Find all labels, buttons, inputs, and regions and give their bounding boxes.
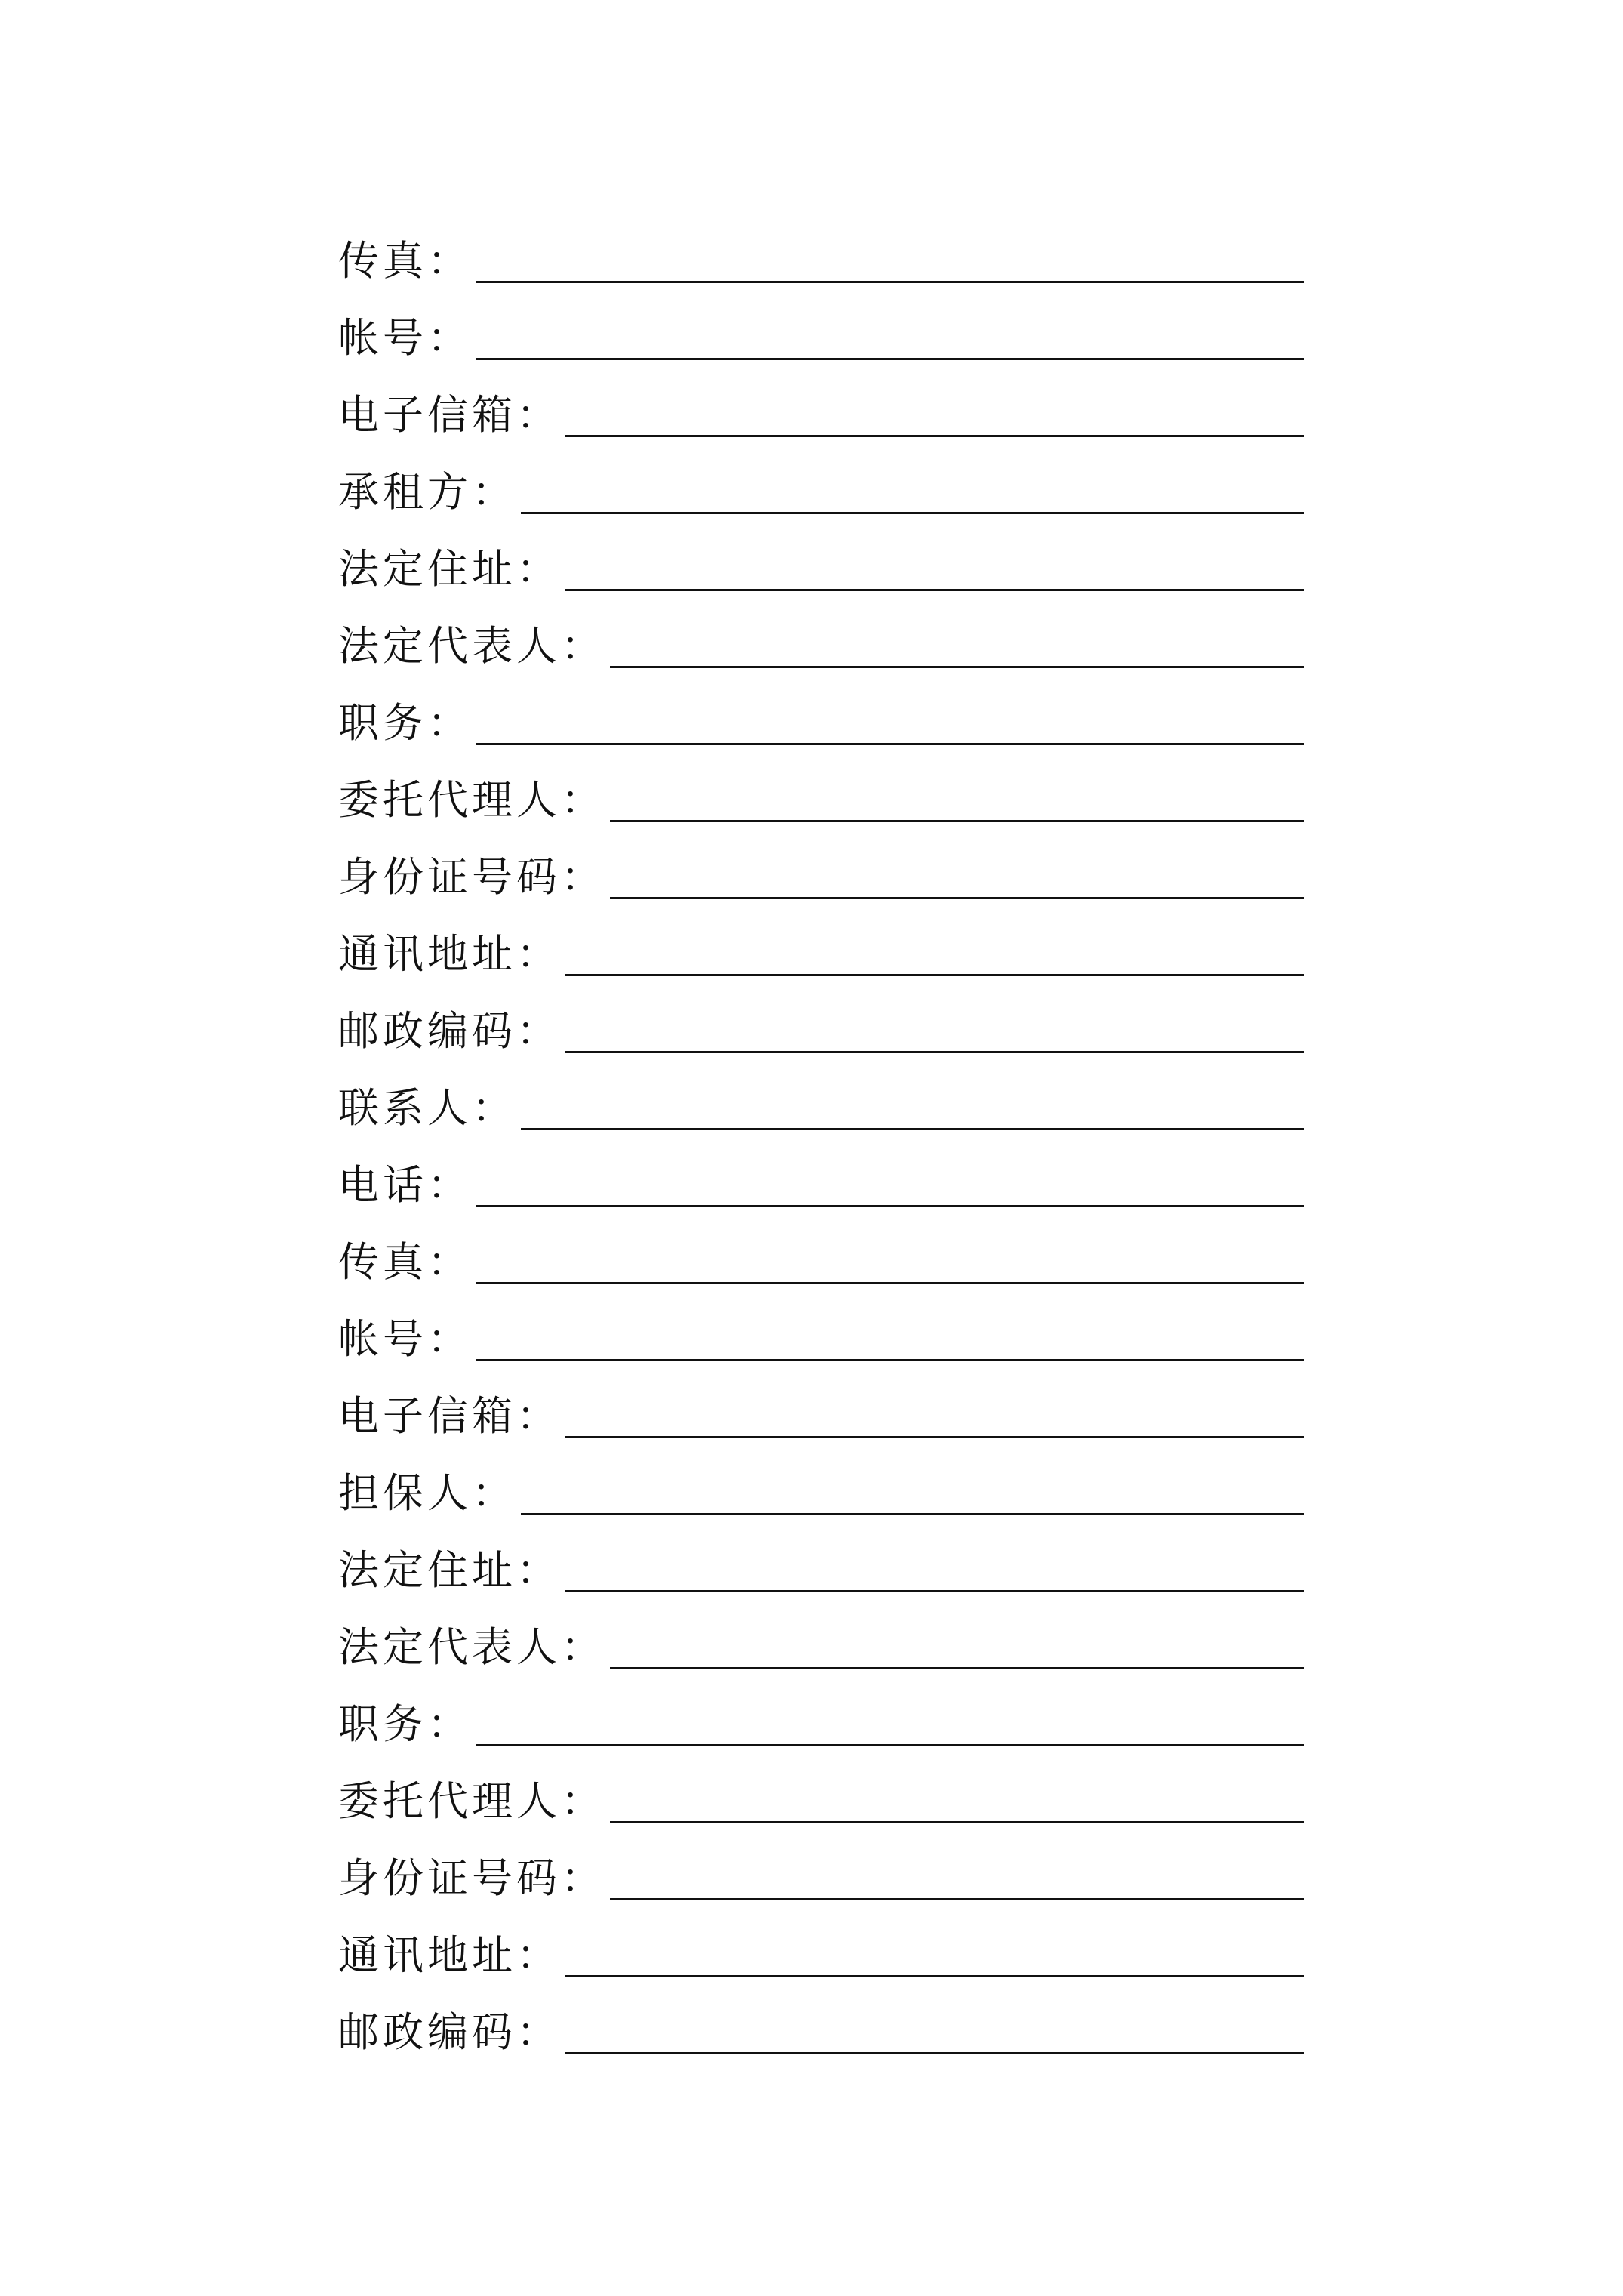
field-label: 委托代理人： [338, 776, 605, 824]
blank-line[interactable] [610, 1898, 1304, 1900]
blank-line[interactable] [565, 2052, 1304, 2054]
field-label: 帐号： [338, 1315, 472, 1363]
form-row [338, 901, 1304, 978]
field-label: 通讯地址： [338, 930, 561, 978]
field-label: 法定代表人： [338, 1623, 605, 1671]
blank-line[interactable] [610, 897, 1304, 899]
field-label: 电子信箱： [338, 391, 561, 439]
form-row [338, 670, 1304, 747]
form-row [338, 1209, 1304, 1286]
field-label: 电子信箱： [338, 1392, 561, 1440]
field-label: 法定住址： [338, 545, 561, 593]
form-row [338, 1517, 1304, 1594]
form-row [338, 1594, 1304, 1671]
field-label: 承租方： [338, 468, 516, 516]
blank-line[interactable] [476, 281, 1304, 283]
blank-line[interactable] [565, 435, 1304, 437]
blank-line[interactable] [476, 1282, 1304, 1284]
form-row [338, 1055, 1304, 1132]
blank-line[interactable] [610, 1821, 1304, 1823]
blank-line[interactable] [521, 1513, 1304, 1515]
form-row [338, 747, 1304, 824]
form-row [338, 824, 1304, 901]
form-row [338, 1363, 1304, 1440]
blank-line[interactable] [565, 589, 1304, 591]
field-label: 帐号： [338, 314, 472, 362]
form-row [338, 285, 1304, 362]
field-label: 委托代理人： [338, 1777, 605, 1825]
blank-line[interactable] [476, 743, 1304, 745]
blank-line[interactable] [610, 666, 1304, 668]
field-label: 身份证号码： [338, 853, 605, 901]
form-row [338, 1671, 1304, 1748]
form-row [338, 1902, 1304, 1979]
field-label: 身份证号码： [338, 1854, 605, 1902]
blank-line[interactable] [565, 1051, 1304, 1053]
blank-line[interactable] [476, 1359, 1304, 1361]
form-row [338, 1979, 1304, 2056]
form-row [338, 978, 1304, 1055]
blank-line[interactable] [476, 1205, 1304, 1207]
blank-line[interactable] [610, 820, 1304, 822]
form-row [338, 516, 1304, 593]
field-label: 通讯地址： [338, 1931, 561, 1979]
field-label: 法定代表人： [338, 622, 605, 670]
form-row [338, 1825, 1304, 1902]
field-label: 邮政编码： [338, 2008, 561, 2056]
field-label: 担保人： [338, 1469, 516, 1517]
contact-form [338, 208, 1304, 2056]
blank-line[interactable] [565, 974, 1304, 976]
field-label: 职务： [338, 1700, 472, 1748]
field-label: 邮政编码： [338, 1007, 561, 1055]
form-row [338, 1440, 1304, 1517]
blank-line[interactable] [476, 358, 1304, 360]
form-row [338, 1132, 1304, 1209]
blank-line[interactable] [565, 1436, 1304, 1438]
blank-line[interactable] [476, 1744, 1304, 1746]
field-label: 职务： [338, 699, 472, 747]
form-row [338, 593, 1304, 670]
blank-line[interactable] [610, 1667, 1304, 1669]
form-row [338, 1748, 1304, 1825]
field-label: 联系人： [338, 1084, 516, 1132]
form-row [338, 1286, 1304, 1363]
field-label: 法定住址： [338, 1546, 561, 1594]
field-label: 传真： [338, 237, 472, 285]
blank-line[interactable] [521, 1128, 1304, 1130]
field-label: 电话： [338, 1161, 472, 1209]
form-row [338, 208, 1304, 285]
form-row [338, 362, 1304, 439]
blank-line[interactable] [565, 1975, 1304, 1977]
form-row [338, 439, 1304, 516]
field-label: 传真： [338, 1238, 472, 1286]
blank-line[interactable] [565, 1590, 1304, 1592]
blank-line[interactable] [521, 512, 1304, 514]
